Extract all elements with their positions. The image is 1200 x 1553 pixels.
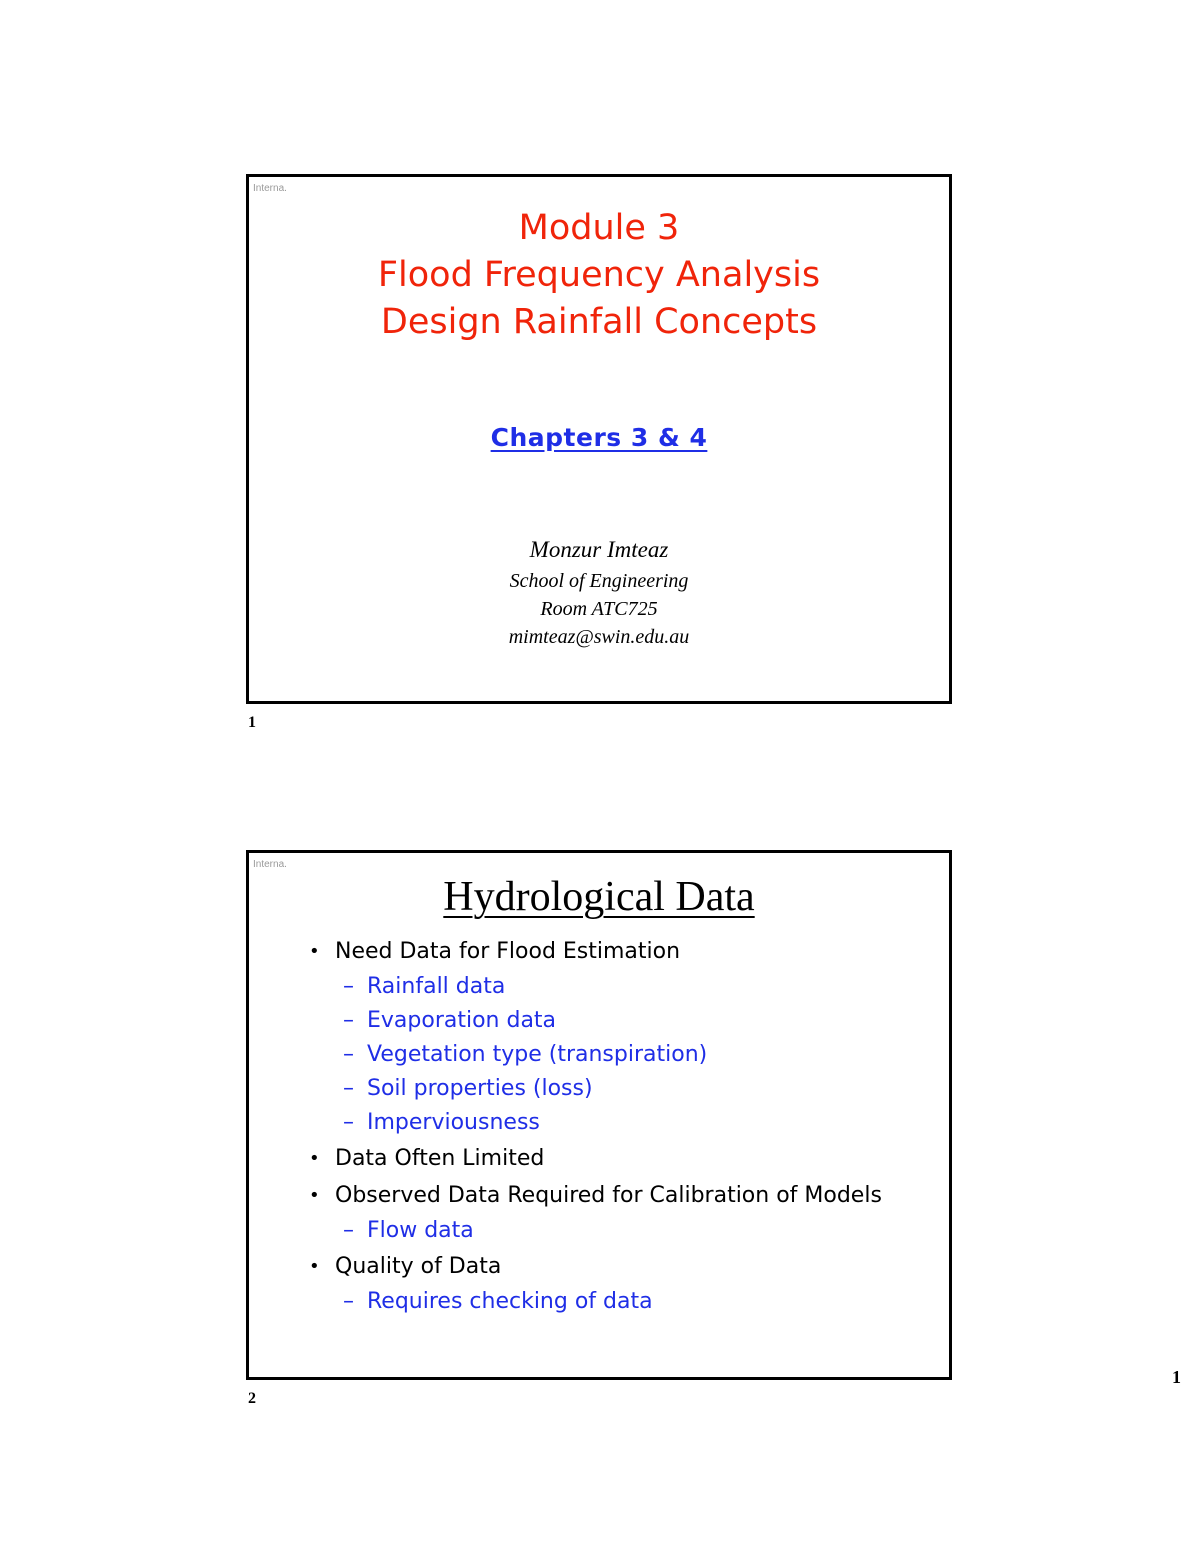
- author-block: [249, 533, 949, 651]
- slide-2: [246, 850, 952, 1380]
- slide-1: [246, 174, 952, 704]
- slide-number-2: 2: [248, 1390, 256, 1407]
- sub-bullet-text: Soil properties (loss): [367, 1076, 593, 1101]
- sub-bullet-text: Vegetation type (transpiration): [367, 1042, 708, 1067]
- title-line-2: Flood Frequency Analysis: [377, 255, 821, 295]
- classification-tag: Interna.: [253, 183, 287, 194]
- sub-bullet-text: Imperviousness: [367, 1110, 540, 1135]
- sub-bullet-text: Evaporation data: [367, 1008, 557, 1033]
- classification-tag: Interna.: [253, 859, 287, 870]
- room: Room ATC725: [540, 598, 658, 620]
- email[interactable]: mimteaz@swin.edu.au: [508, 626, 690, 648]
- bullet-item: • Data Often Limited: [305, 1140, 941, 1177]
- title-line-1: Module 3: [518, 208, 680, 248]
- sub-bullet-item: – Rainfall data: [343, 974, 506, 999]
- sub-bullet-item: – Imperviousness: [343, 1110, 540, 1135]
- author-name: Monzur Imteaz: [529, 537, 669, 562]
- sub-bullet-item: – Requires checking of data: [343, 1289, 653, 1314]
- sub-bullet-text: Rainfall data: [367, 974, 506, 999]
- slide-title: Hydrological Data: [443, 874, 755, 920]
- bullet-list: [305, 933, 941, 1319]
- slide-title: [249, 205, 949, 346]
- sub-bullet-item: – Evaporation data: [343, 1008, 557, 1033]
- page-number: 1: [1172, 1367, 1181, 1387]
- sub-bullet-text: Flow data: [367, 1218, 474, 1243]
- title-line-3: Design Rainfall Concepts: [380, 302, 818, 342]
- sub-bullet-item: – Vegetation type (transpiration): [343, 1042, 708, 1067]
- bullet-item: • Quality of Data: [305, 1248, 941, 1285]
- sub-bullet-item: – Soil properties (loss): [343, 1076, 593, 1101]
- slide-number-1: 1: [248, 714, 256, 731]
- bullet-item: • Need Data for Flood Estimation: [305, 933, 941, 970]
- department: School of Engineering: [509, 570, 689, 592]
- sub-bullet-text: Requires checking of data: [367, 1289, 653, 1314]
- bullet-item: • Observed Data Required for Calibration of Models: [305, 1177, 941, 1214]
- chapters-link[interactable]: Chapters 3 & 4: [490, 423, 708, 452]
- sub-bullet-item: – Flow data: [343, 1218, 474, 1243]
